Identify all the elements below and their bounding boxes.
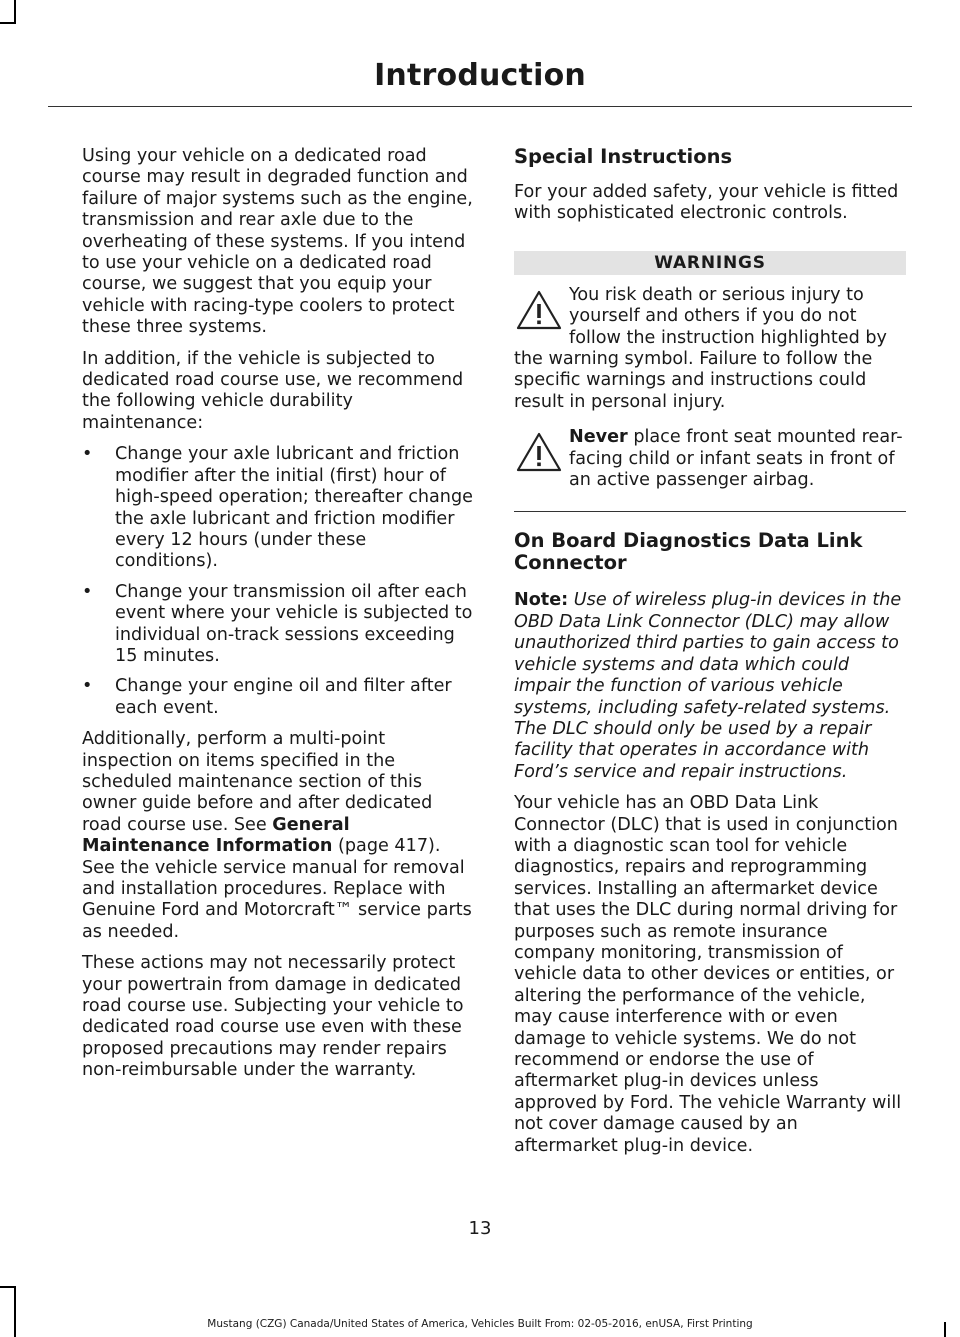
list-item-text: Change your engine oil and filter after each event. [115,676,452,718]
list-item-text: Change your transmission oil after each event where your vehicle is subjected to individual on-track sessions exceeding 15 minutes. [115,581,473,666]
paragraph-durability-intro: In addition, if the vehicle is subjected to dedicated road course use, we recommend the following vehicle durability maintenance: [82,348,464,433]
warning-text: You risk death or serious injury to yourself and others if you do not follow the instruction highlighted by the warning symbol. Failure to follow the specific warnings and instructions could result in personal injury. [514,284,887,412]
warning-emphasis: Never [569,427,628,448]
note-label: Note: [514,590,569,611]
section-heading-special-instructions: Special Instructions [514,145,733,168]
crop-mark-top-left-h [0,22,16,24]
warning-triangle-icon [514,287,564,333]
warning-item [514,427,906,491]
crop-mark-top-left-v [14,0,16,24]
list-item [82,676,474,719]
note-text: Use of wireless plug-in devices in the OBD Data Link Connector (DLC) may allow unauthorized third parties to gain access to vehicle systems and data which could impair the function of various vehicle systems, including safety-related systems. The DLC should only be used by a repair facility that operates in accordance with Ford’s service and repair instructions. [514,590,902,782]
paragraph-road-course: Using your vehicle on a dedicated road course may result in degraded function and failure of major systems such as the engine, transmission and rear axle due to the overheating of these systems. If you intend to use your vehicle on a dedicated road course, we suggest that you equip your vehicle with racing-type coolers to protect these three systems. [82,146,473,338]
warnings-divider [514,511,906,512]
inspection-text-post: (page 417). See the vehicle service manual for removal and installation procedures. Replace with Genuine Ford and Motorcraft™ service parts as needed. [82,836,472,942]
page-title: Introduction [374,58,586,93]
bullet-marker: • [82,676,93,697]
warning-item [514,285,906,413]
crop-mark-bottom-left-h [0,1286,16,1288]
inspection-text-pre: Additionally, perform a multi-point inspection on items specified in the scheduled maintenance section of this owner guide before and after dedicated road course use. See [82,729,433,835]
paragraph-obd: Your vehicle has an OBD Data Link Connector (DLC) that is used in conjunction with a diagnostic scan tool for vehicle diagnostics, repairs and reprogramming services. Installing an aftermarket device that uses the DLC during normal driving for purposes such as remote insurance company monitoring, transmission of vehicle data to other devices or entities, or altering the performance of the vehicle, may cause interference with or even damage to vehicle systems. We do not recommend or endorse the use of aftermarket plug-in devices unless approved by Ford. The vehicle Warranty will not cover damage caused by an aftermarket plug-in device. [514,793,902,1156]
bullet-marker: • [82,581,93,602]
bullet-marker: • [82,444,93,465]
list-item [82,582,474,668]
cross-reference-link[interactable]: General Maintenance Information [82,814,350,857]
section-heading-obd: On Board Diagnostics Data Link Connector [514,529,863,575]
warning-triangle-icon [514,429,564,475]
right-column [514,146,906,1167]
warning-text: place front seat mounted rear-facing child or infant seats in front of an active passenger airbag. [569,427,903,491]
left-column [82,146,474,1092]
header-divider [48,106,912,107]
note-paragraph [514,590,906,783]
list-item [82,444,474,572]
paragraph-warranty: These actions may not necessarily protect your powertrain from damage in dedicated road course use. Subjecting your vehicle to dedicated road course use even with these proposed precautions may render repairs non-reimbursable under the warranty. [82,953,464,1081]
footer-text: Mustang (CZG) Canada/United States of America, Vehicles Built From: 02-05-2016, enUSA, First Printing [207,1318,753,1330]
paragraph-inspection [82,729,474,943]
maintenance-list [82,444,474,719]
list-item-text: Change your axle lubricant and friction modifier after the initial (first) hour of high-speed operation; thereafter change the axle lubricant and friction modifier every 12 hours (under these conditions). [115,444,473,572]
warnings-banner: WARNINGS [514,251,906,275]
page-number: 13 [468,1218,492,1239]
paragraph-special-instructions: For your added safety, your vehicle is fitted with sophisticated electronic controls. [514,182,899,224]
